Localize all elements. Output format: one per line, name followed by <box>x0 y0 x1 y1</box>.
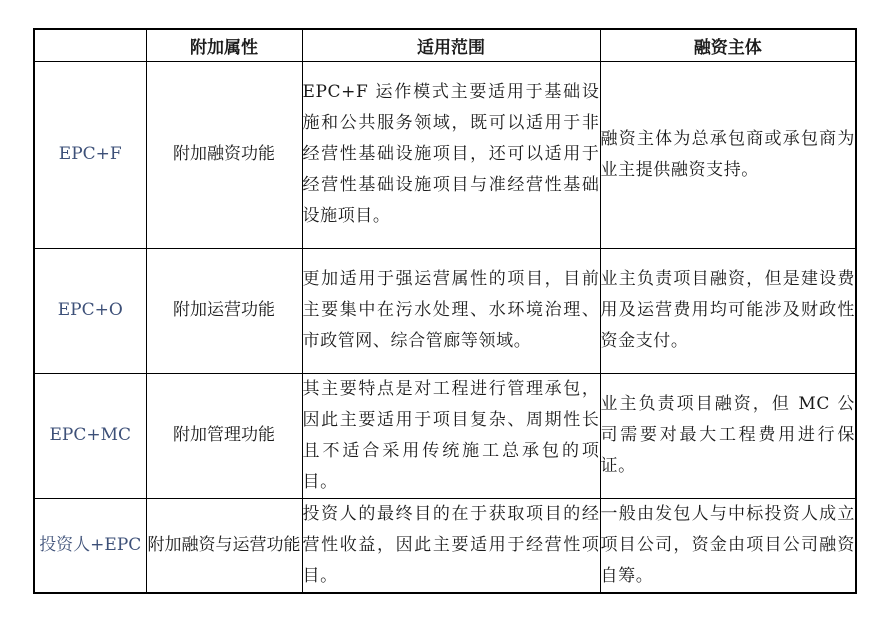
table-row <box>34 498 856 593</box>
header-scope: 适用范围 <box>302 29 600 61</box>
finance-text: 一般由发包人与中标投资人成立项目公司，资金由项目公司融资自筹。 <box>600 503 855 586</box>
scope-text: EPC+F 运作模式主要适用于基础设施和公共服务领域，既可以适用于非经营性基础设施项目，还可以适用于经营性基础设施项目与准经营性基础设施项目。 <box>302 82 600 226</box>
finance-cell <box>600 498 856 593</box>
header-finance: 融资主体 <box>600 29 856 61</box>
table-row <box>34 373 856 498</box>
header-mode <box>34 29 146 61</box>
finance-cell <box>600 61 856 248</box>
mode-cell: EPC+MC <box>34 373 146 498</box>
scope-cell <box>302 498 600 593</box>
scope-cell <box>302 61 600 248</box>
finance-text: 业主负责项目融资，但 MC 公司需要对最大工程费用进行保证。 <box>600 394 855 476</box>
finance-text: 融资主体为总承包商或承包商为业主提供融资支持。 <box>600 128 855 180</box>
finance-cell <box>600 248 856 373</box>
scope-text: 其主要特点是对工程进行管理承包，因此主要适用于项目复杂、周期性长且不适合采用传统施工总承包的项目。 <box>302 378 600 492</box>
header-attribute: 附加属性 <box>146 29 302 61</box>
table-row <box>34 61 856 248</box>
table-header-row <box>34 29 856 61</box>
scope-text: 更加适用于强运营属性的项目，目前主要集中在污水处理、水环境治理、市政管网、综合管廊等领域。 <box>302 269 600 351</box>
scope-cell <box>302 373 600 498</box>
mode-cell: 投资人+EPC <box>34 498 146 593</box>
attribute-cell: 附加融资功能 <box>146 61 302 248</box>
mode-cell: EPC+O <box>34 248 146 373</box>
finance-text: 业主负责项目融资，但是建设费用及运营费用均可能涉及财政性资金支付。 <box>600 269 855 351</box>
attribute-cell: 附加管理功能 <box>146 373 302 498</box>
table-row <box>34 248 856 373</box>
epc-mode-comparison-table <box>33 28 857 594</box>
attribute-cell: 附加融资与运营功能 <box>146 498 302 593</box>
finance-cell <box>600 373 856 498</box>
attribute-cell: 附加运营功能 <box>146 248 302 373</box>
mode-cell: EPC+F <box>34 61 146 248</box>
scope-text: 投资人的最终目的在于获取项目的经营性收益，因此主要适用于经营性项目。 <box>302 503 600 586</box>
scope-cell <box>302 248 600 373</box>
